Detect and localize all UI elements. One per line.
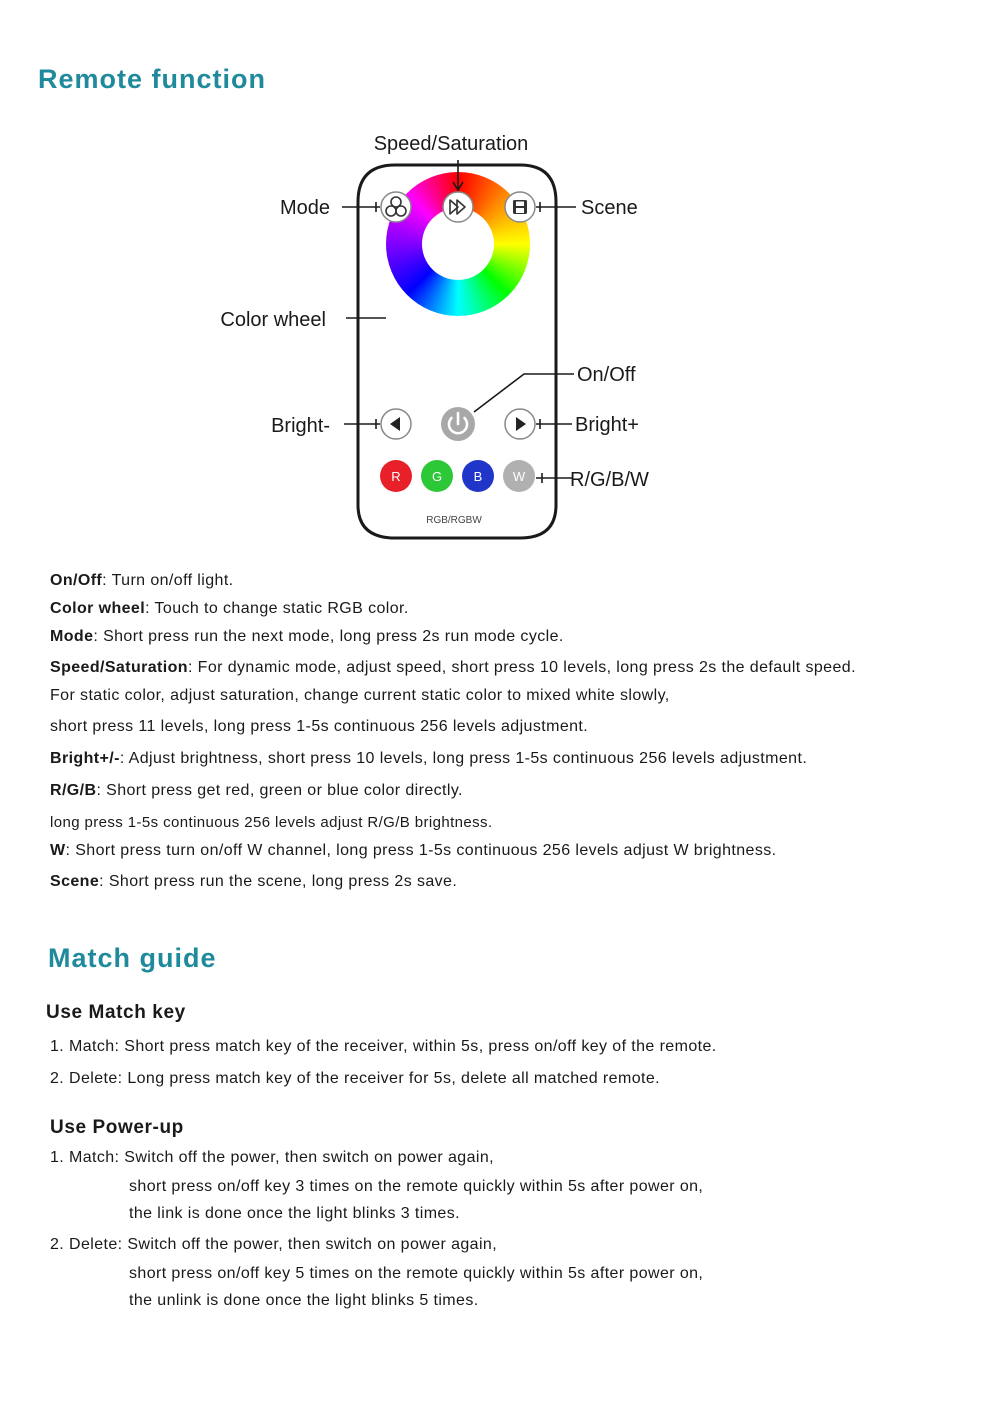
desc-rgb: R/G/B: Short press get red, green or blue color directly.: [50, 782, 463, 799]
power-up-line: 2. Delete: Switch off the power, then switch on power again,: [50, 1236, 498, 1253]
on-off-button[interactable]: [441, 407, 475, 441]
desc-rgb-cont: long press 1-5s continuous 256 levels adjust R/G/B brightness.: [50, 814, 493, 831]
match-guide-title: Match guide: [48, 943, 217, 973]
desc-speed-saturation-cont-1: For static color, adjust saturation, change current static color to mixed white slowly,: [50, 687, 670, 704]
power-up-line: the unlink is done once the light blinks 5 times.: [129, 1292, 479, 1309]
desc-bright: Bright+/-: Adjust brightness, short press 10 levels, long press 1-5s continuous 256 levels adjustment.: [50, 750, 808, 767]
model-label: RGB/RGBW: [426, 515, 482, 526]
desc-mode: Mode: Short press run the next mode, long press 2s run mode cycle.: [50, 628, 564, 645]
power-up-title: Use Power-up: [50, 1117, 184, 1138]
red-key[interactable]: [380, 460, 412, 492]
desc-scene: Scene: Short press run the scene, long press 2s save.: [50, 873, 458, 890]
save-icon: [513, 200, 527, 214]
white-key-label: W: [512, 469, 526, 484]
remote-diagram: [0, 120, 1000, 550]
power-up-line: short press on/off key 5 times on the remote quickly within 5s after power on,: [129, 1265, 704, 1282]
desc-w: W: Short press turn on/off W channel, long press 1-5s continuous 256 levels adjust W brightness.: [50, 842, 777, 859]
speed-saturation-button[interactable]: [443, 192, 473, 222]
desc-color-wheel: Color wheel: Touch to change static RGB color.: [50, 600, 409, 617]
power-up-line: the link is done once the light blinks 3 times.: [129, 1205, 460, 1222]
power-up-line: short press on/off key 3 times on the remote quickly within 5s after power on,: [129, 1178, 704, 1195]
match-key-line: 1. Match: Short press match key of the receiver, within 5s, press on/off key of the remote.: [50, 1038, 717, 1055]
blue-key[interactable]: [462, 460, 494, 492]
blue-key-label: B: [473, 469, 483, 484]
remote-function-title: Remote function: [38, 64, 266, 94]
scene-button[interactable]: [505, 192, 535, 222]
power-up-line: 1. Match: Switch off the power, then switch on power again,: [50, 1149, 494, 1166]
label-bright-plus: Bright+: [575, 414, 639, 436]
match-key-title: Use Match key: [46, 1002, 186, 1023]
desc-speed-saturation: Speed/Saturation: For dynamic mode, adjust speed, short press 10 levels, long press 2s the default speed.: [50, 659, 856, 676]
label-on-off: On/Off: [577, 364, 636, 386]
green-key-label: G: [431, 469, 443, 484]
red-key-label: R: [391, 469, 401, 484]
label-bright-minus: Bright-: [271, 415, 330, 437]
label-speed-saturation: Speed/Saturation: [373, 133, 529, 155]
bright-plus-button[interactable]: [505, 409, 535, 439]
desc-speed-saturation-cont-2: short press 11 levels, long press 1-5s continuous 256 levels adjustment.: [50, 718, 589, 735]
desc-on-off: On/Off: Turn on/off light.: [50, 572, 234, 589]
label-scene: Scene: [581, 197, 638, 219]
label-color-wheel: Color wheel: [220, 309, 326, 331]
green-key[interactable]: [421, 460, 453, 492]
white-key[interactable]: [503, 460, 535, 492]
bright-minus-button[interactable]: [381, 409, 411, 439]
label-mode: Mode: [279, 197, 330, 219]
label-rgbw: R/G/B/W: [570, 469, 649, 491]
mode-button[interactable]: [381, 192, 411, 222]
match-key-line: 2. Delete: Long press match key of the receiver for 5s, delete all matched remote.: [50, 1070, 660, 1087]
